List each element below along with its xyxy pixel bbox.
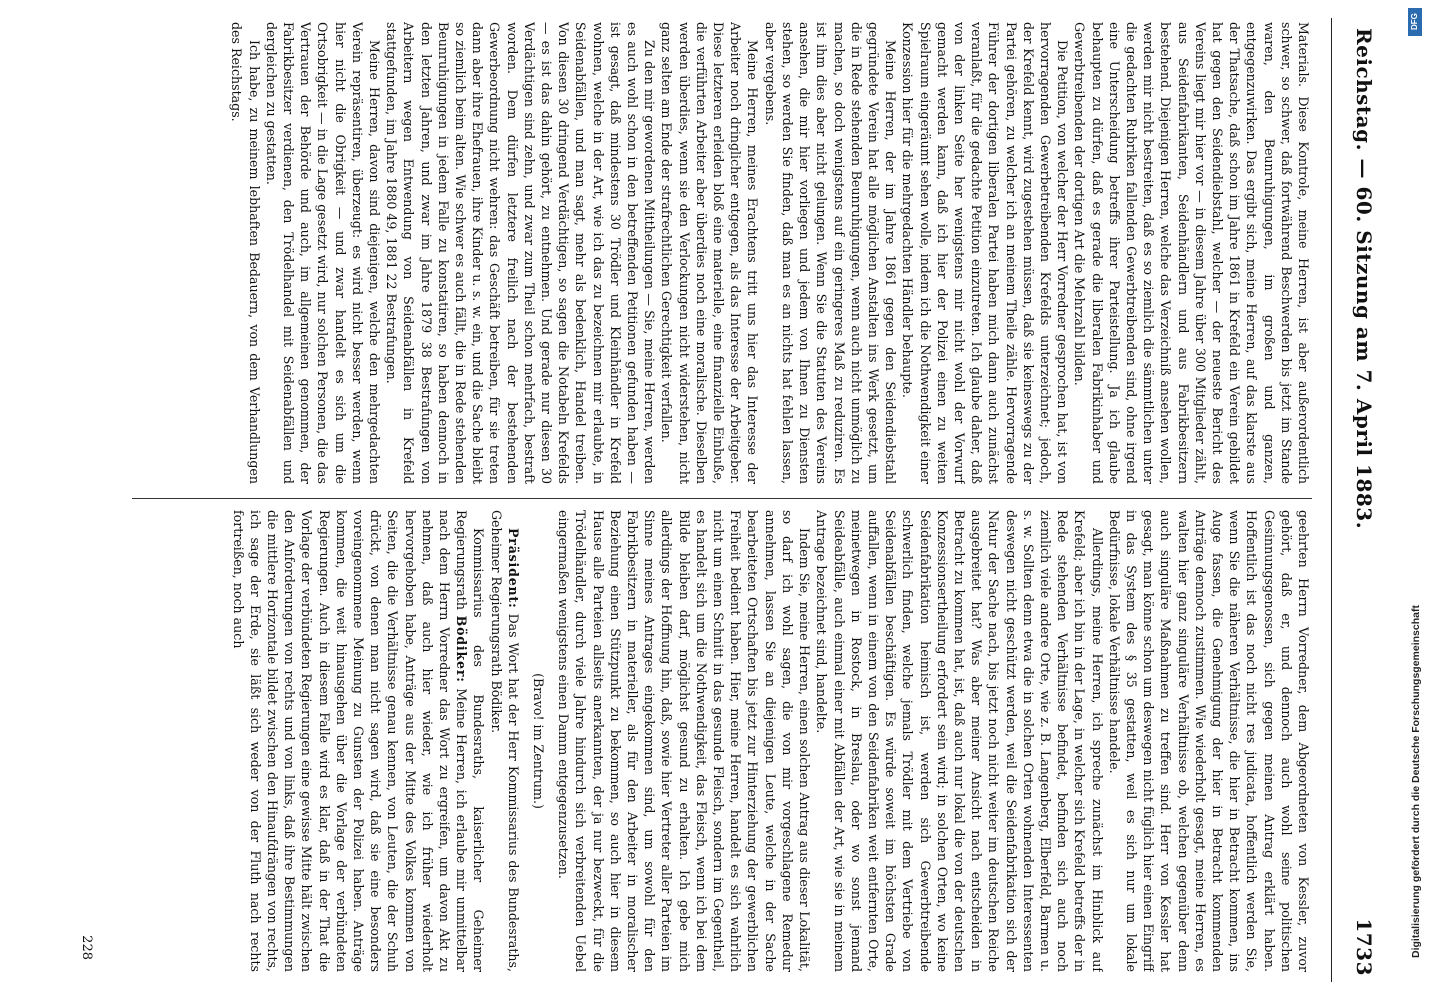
commissioner-intro: Kommissarius des Bundesraths, kaiserlicher Geheimer Regierungsrath (454, 510, 487, 972)
signature-mark: 228 (79, 935, 94, 960)
paragraph: Meine Herren, davon sind diejenigen, welche den mehrgedachten Verein repräsentiren, überzeugt: es wird nicht besser werden, wenn hier nicht die Obrigkeit — und zwar handelt es sich um die Ortsobrigkeit — in die Lage gesetzt wird, nur solchen Personen, die das Vertrauen der Behörde und auch, im allgemeinen genommen, der Fabrikbesitzer verdienen, den Trödelhandel mit Seidenabfällen und dergleichen zu gestatten. (263, 22, 383, 484)
paragraph: Zu den mir gewordenen Mittheilungen — Sie, meine Herren, werden es auch wohl schon in den betreffenden Petitionen gefunden haben — ist gesagt, daß mindestens 30 Trödler und Kleinhändler in Krefeld wohnen, welche in der Art, wie ich das zu bezeichnen mir erlaubte, in Seidenabfällen, und man sagt, mehr als bedenklich, Handel treiben. Von diesen 30 dringend Verdächtigen, so sagen die Notabeln Krefelds — es ist das dahin gehört, zu entnehmen. Und gerade nur diesen 30 Verdächtigen sind zehn, und zwar zum Theil schon mehrfach, bestraft worden. Dem dürfen letztere freilich nach der bestehenden Gewerbeordnung nicht wehren: das Geschäft betreiben, für sie treten dann aber ihre Ehefrauen, ihre Kinder u. s. w. ein, und die Sache bleibt so ziemlich beim alten. Wie schwer es auch fällt, die in Rede stehenden Beunruhigungen in jedem Falle zu konstatiren, so haben dennoch in den letzten Jahren, und zwar im Jahre 1879 38 Bestrafungen von Arbeitern wegen Entwendung von Seidenabfällen in Krefeld stattgefunden, im Jahre 1880 49, 1881 22 Bestrafungen. (384, 22, 658, 484)
right-text-column (72, 510, 1312, 972)
page-header-title: Reichstag. — 60. Sitzung am 7. April 1883. (1352, 28, 1376, 530)
paragraph: Ich habe, zu meinem lebhaften Bedauern, von dem Verhandlungen des Reichstags. (229, 22, 262, 484)
paragraph: geehrten Herrn Vorredner, dem Abgeordneten von Kessler, zuvor gehört, daß er, und dennoch auch wohl seine politischen Gesinnungsgenossen, sich gegen meinen Antrag erklärt haben. Hoffentlich ist das noch nicht res judicata, hoffentlich werden Sie, wenn Sie die näheren Verhältnisse, die hier in Betracht kommen, ins Auge fassen, die Genehmigung der hier in Betracht kommenden Anträge dennoch zustimmen. Wie wiederholt gesagt, meine Herren, es walten hier ganz singuläre Verhältnisse ob, welchen gegenüber denn auch singuläre Maßnahmen zu treffen sind. Herr von Kessler hat gesagt, man könne schon um deswegen nicht füglich hier einen Eingriff in das System des § 35 gestatten, weil es sich nur um lokale Bedürfnisse, lokale Verhältnisse handele. (1106, 510, 1311, 972)
column-divider (132, 498, 1312, 499)
paragraph: Materials. Diese Kontrole, meine Herren, ist aber außerordentlich schwer, so schwer, daß fortwährend Beschwerden bis jetzt im Stande waren, den Beunruhigungen, im großen und ganzen, entgegenzuwirken. Das ergibt sich, meine Herren, auf das klarste aus der Thatsache, daß schon im Jahre 1861 in Krefeld ein Verein gebildet hat gegen den Seidendiebstahl, welcher — der neueste Bericht des Vereins liegt mir hier vor — in diesem Jahre über 300 Mitglieder zählt, aus Seidenfabrikanten, Seidenhändlern und aus Fabrikbesitzern bestehend. Diejenigen Herren, welche das Verzeichniß ansehen wollen, werden mir nicht bestreiten, daß es so ziemlich die sämmtlichen unter die gedachten Rubriken fallenden Gewerbtreibenden sind, ohne irgend eine Unterscheidung betreffs ihrer Parteistellung. Ja ich glaube behaupten zu dürfen, daß es gerade die liberalen Fabrikinhaber und Gewerbtreibenden der dortigen Art die Mehrzahl bilden. (1072, 22, 1311, 484)
dfg-logo: DFG (1408, 8, 1422, 36)
page-number: 1733 (1352, 918, 1376, 976)
paragraph: Indem Sie, meine Herren, einen solchen Antrag aus dieser Lokalität, so darf ich wohl sagen, die von mir vorgeschlagene Remedur annehmen, lassen Sie an diejenigen Leute, welche in der Sache bearbeiteten Ortschaften bis jetzt zur Hinterziehung der gewerblichen Freiheit bedient haben. Hier, meine Herren, handelt es sich wahrlich nicht um einen Schnitt in das gesunde Fleisch, sondern im Gegentheil, es handelt sich um die Nothwendigkeit, das Fleisch, wenn ich bei dem Bilde bleiben darf, möglichst gesund zu erhalten. Ich gebe mich allerdings der Hoffnung hin, daß, sowie hier Vertreter aller Parteien im Sinne meines Antrages eingekommen sind, um sowohl für den Fabrikbesitzern in materieller, als für den Arbeiter in moralischer Beziehung einen Stützpunkt zu bekommen, so auch hier in diesem Hause alle Parteien allseits anerkannten, der ja nur bezweckt, für die Trödelhändler, durch viele Jahre hindurch sich verbreitenden Uebel eingermaßen wenigstens einen Damm entgegenzusetzen. (556, 510, 813, 972)
header-rule (1331, 18, 1332, 982)
credit-strip (1396, 0, 1432, 1000)
speaker-commissioner: Bödiker: (454, 615, 470, 683)
paragraph: Allerdings, meine Herren, ich spreche zunächst im Hinblick auf Krefeld; aber ich bin in der Lage, in welcher sich Krefeld betreffs der in Rede stehenden Verhältnisse befindet, befinden sich auch noch ziemlich viele andere Orte, wie z. B. Langenberg, Elberfeld, Barmen u. s. w. Sollten denn etwa die in solchen Orten wohnenden Interessenten deswegen nicht geschützt werden, weil die Seidenfabrikation sich der Natur der Sache nach, bis jetzt noch nicht weiter im deutschen Reiche ausgebreitet hat? Was aber meiner Ansicht nach entscheiden in Betracht zu kommen hat, ist, daß auch nur lokal die von der deutschen Konzessionsertheilung erfordert sein wird; in solchen Orten, wo keine Seidenfabrikation heimisch ist, werden sich Gewerbtreibende schwerlich finden, welche jemals Trödler mit dem Vertriebe von Seidenabfällen beschäftigen. Es würde soweit im höchsten Grade auffallen, wenn in einem von den Seidenfabriken weit entfernten Orte, meinetwegen in Rostock, in Breslau, oder wo sonst jemand Seideabfälle, auch einmal einer mit Abfällen der Art, wie sie in meinem Antrage bezeichnet sind, handelte. (814, 510, 1105, 972)
paragraph: Die Petition, von welcher der Herr Vorredner gesprochen hat, ist von hervorragenden Gewerbetreibenden Krefelds unterzeichnet; jedoch, der Krefeld kennt, wird zugestehen müssen, daß sie keineswegs zu der Partei gehören, zu welcher ich an meinem Theile zähle. Hervorragende Führer der dortigen liberalen Partei haben mich dann auch zunächst veranlaßt, für die gedachte Petition einzutreten. Ich glaube daher, daß von der linken Seite her wenigstens mir nicht wohl der Vorwurf gemacht werden kann, daß ich hier der Polizei einen zu weiten Spielraum eingeräumt sehen wolle, indem ich die Nothwendigkeit einer Konzession hier für die mehrgedachten Händler behaupte. (900, 22, 1071, 484)
rotated-page-content (10, 0, 1390, 1000)
president-paragraph (487, 510, 521, 972)
left-text-column (12, 22, 1312, 484)
paragraph: Meine Herren, meines Erachtens tritt uns hier das Interesse der Arbeiter noch dringlicher entgegen, als das Interesse der Arbeitgeber. Diese letzteren erleiden bloß eine materielle, eine finanzielle Einbuße, die verführten Arbeiter aber überdies noch eine moralische. Dieselben werden überdies, wenn sie den Verlockungen nicht widerstehen, nicht ganz selten am Ende der strafrechtlichen Gerechtigkeit verfallen. (659, 22, 761, 484)
digitization-credit: Digitalisierung gefördert durch die Deutsche Forschungsgemeinschaft (1410, 605, 1422, 958)
paragraph: Meine Herren, der im Jahre 1861 gegen den Seidendiebstahl gegründete Verein hat alle möglichen Anstalten ins Werk gesetzt, um die in Rede stehenden Beunruhigungen, wenn auch nicht unmöglich zu machen, so doch wenigstens auf ein geringeres Maß zu reduziren. Es ist ihm dies aber nicht gelungen. Wenn Sie die Statuten des Vereins ansehen, die mir hier vorliegen und jedem von Ihnen zu Diensten stehen, so werden Sie finden, daß man es an nichts hat fehlen lassen, aber vergebens. (762, 22, 899, 484)
commissioner-paragraph (229, 510, 487, 972)
speaker-president: Präsident: (505, 528, 521, 609)
commissioner-text: Meine Herren, ich erlaube mir unmittelbar nach dem Herrn Vorredner das Wort zu ergreifen, um davon Akt zu nehmen, daß auch hier wieder, wie ich früher wiederholt hervorgehoben habe, Anträge aus der Mitte des Volkes kommen von Seiten, die die Verhältnisse genau kennen, von Leuten, die der Schuh drückt, von denen man nicht sagen wird, daß sie eine besonders voreingenommene Meinung zu Gunsten der Polizei haben. Anträge kommen, die weit hinausgehen über die Vorlage der verbündeten Regierungen. Auch in diesem Falle wird es klar, daß in der That die Vorlage der verbündeten Regierungen eine gewisse Mitte hält zwischen den Anforderungen von rechts und von links, daß ihre Bestimmungen die mittlere Horizontale bildet zwischen den Hinaufdrängen von rechts, ich sage der Erde, sie läßt sich weder von der Fluth nach rechts fortreißen, noch auch (230, 510, 470, 972)
applause-note: (Bravo! im Zentrum.) (531, 673, 547, 809)
president-text: Das Wort hat der Herr Kommissarius des Bundesraths, Geheimer Regierungsrath Bödiker. (488, 510, 521, 972)
